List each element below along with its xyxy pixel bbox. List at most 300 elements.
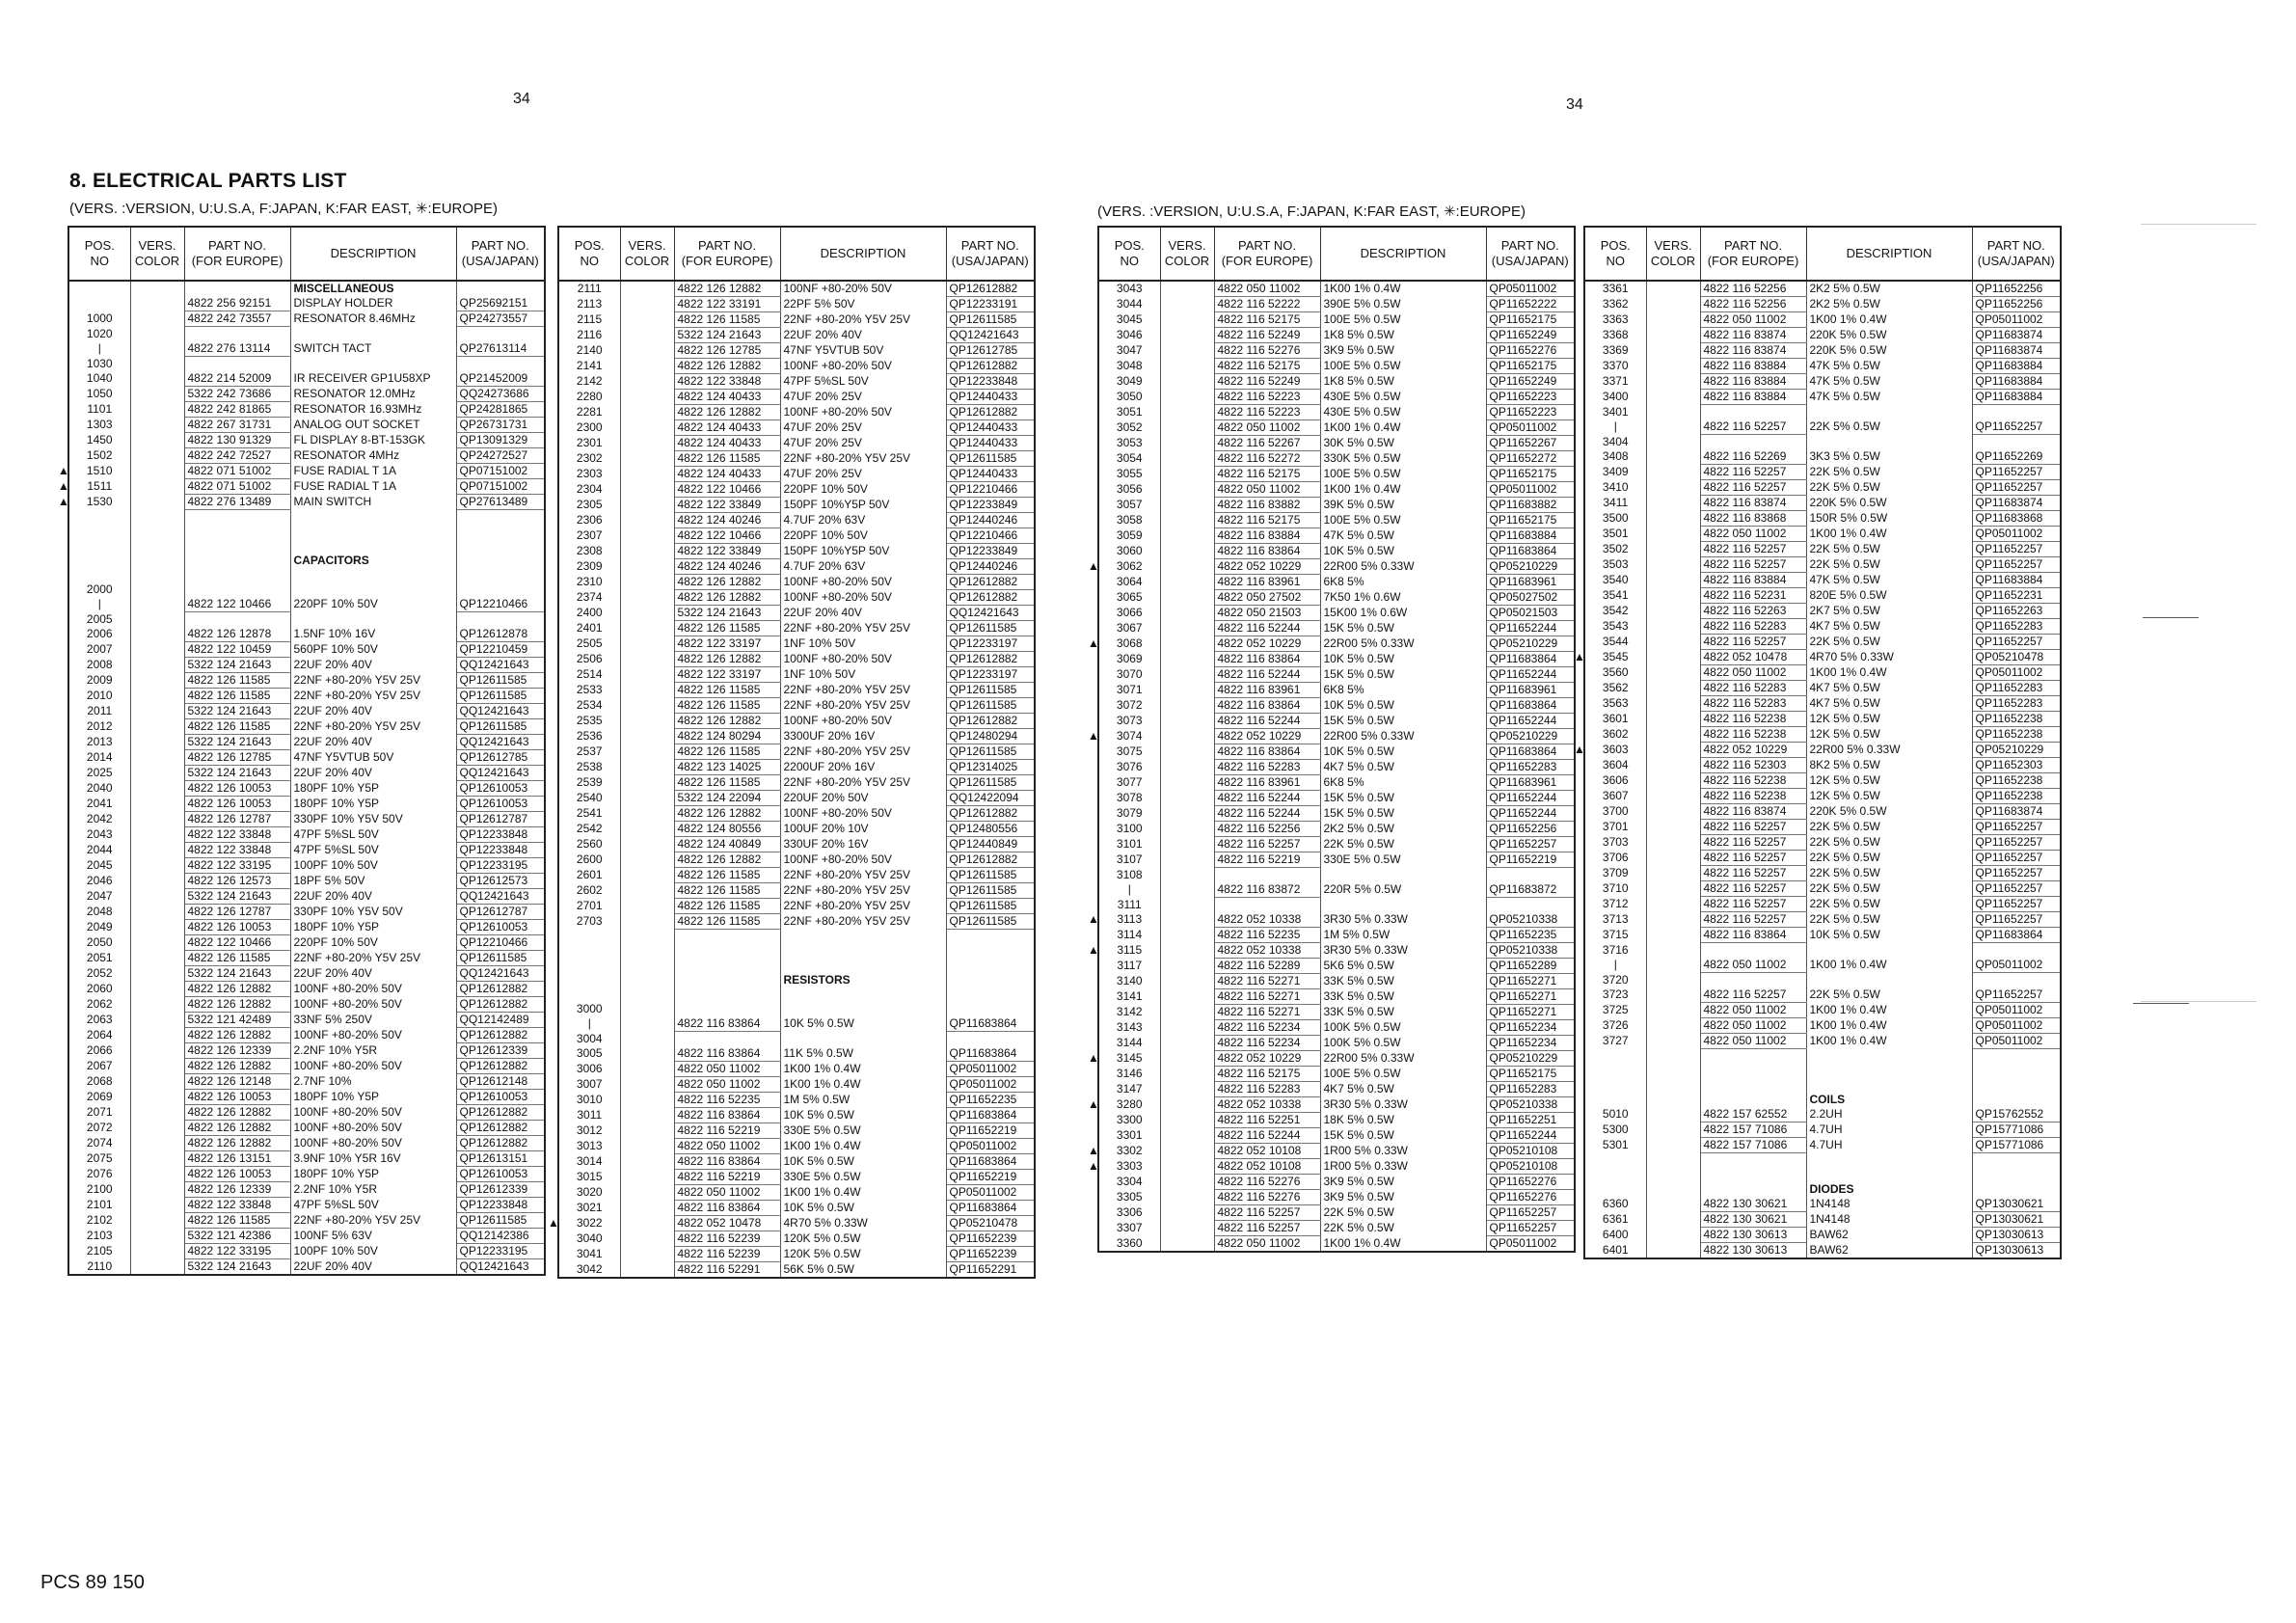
cell-desc: 10K 5% 0.5W: [780, 1108, 946, 1123]
cell-vers: [1646, 727, 1700, 743]
cell-pos: 2066: [68, 1043, 130, 1059]
cell-usa: QP11652234: [1486, 1036, 1575, 1051]
cell-part: 4822 116 52283: [1700, 696, 1806, 712]
cell-part: 4822 050 11002: [1700, 527, 1806, 542]
cell-vers: [130, 905, 184, 920]
cell-pos: 3055: [1098, 467, 1160, 482]
cell-vers: [1646, 1049, 1700, 1065]
cell-vers: [130, 843, 184, 858]
cell-usa: QP11652276: [1486, 1190, 1575, 1205]
cell-desc: 2K2 5% 0.5W: [1806, 297, 1972, 312]
cell-pos: 2014: [68, 750, 130, 766]
cell-pos: [1584, 1049, 1646, 1065]
cell-pos: 2535: [558, 714, 620, 729]
table-row: [68, 1121, 545, 1136]
cell-usa: QP12440246: [946, 559, 1035, 575]
table-row: [68, 874, 545, 889]
cell-part: 4822 050 11002: [1214, 482, 1320, 498]
cell-desc: 1K00 1% 0.4W: [1806, 1034, 1972, 1049]
cell-part: 4822 124 40433: [674, 420, 780, 436]
cell-part: 4822 214 52009: [184, 371, 290, 387]
cell-vers: [1646, 851, 1700, 866]
cell-usa: QP11683864: [946, 1016, 1035, 1032]
cell-pos: [1584, 1168, 1646, 1182]
cell-vers: [620, 744, 674, 760]
cell-part: 4822 116 52263: [1700, 604, 1806, 619]
table-row: [1098, 974, 1575, 989]
cell-vers: [1160, 1159, 1214, 1175]
table-row: [68, 627, 545, 642]
cell-desc: 10K 5% 0.5W: [1806, 928, 1972, 943]
table-row: [68, 341, 545, 357]
table-row: [1098, 760, 1575, 775]
cell-desc: 330E 5% 0.5W: [780, 1170, 946, 1185]
table-row: [68, 858, 545, 874]
cell-desc: 22NF +80-20% Y5V 25V: [780, 621, 946, 636]
cell-vers: [1646, 1168, 1700, 1182]
cell-vers: [130, 371, 184, 387]
cell-desc: 6K8 5%: [1320, 683, 1486, 698]
cell-pos: 1020: [68, 327, 130, 342]
cell-desc: [1806, 1153, 1972, 1169]
cell-usa: QP12610053: [456, 781, 545, 797]
cell-part: 4822 116 52257: [1700, 635, 1806, 650]
cell-desc: 1K00 1% 0.4W: [1806, 527, 1972, 542]
warning-triangle-icon: ▲: [58, 494, 69, 508]
cell-pos: 2538: [558, 760, 620, 775]
cell-vers: [130, 1198, 184, 1213]
cell-pos: 3040: [558, 1231, 620, 1247]
cell-vers: [620, 775, 674, 791]
cell-desc: 22R00 5% 0.33W: [1320, 1051, 1486, 1067]
cell-pos: 2069: [68, 1090, 130, 1105]
cell-part: 4822 122 33848: [184, 1198, 290, 1213]
cell-vers: [620, 683, 674, 698]
cell-part: 4822 116 83884: [1700, 390, 1806, 405]
cell-pos: 3020: [558, 1185, 620, 1201]
cell-desc: 22K 5% 0.5W: [1806, 881, 1972, 897]
cell-usa: QP12612878: [456, 627, 545, 642]
table-row: [558, 297, 1035, 312]
cell-pos: 1101: [68, 402, 130, 418]
cell-part: 4822 130 30613: [1700, 1243, 1806, 1259]
cell-pos: 3408: [1584, 449, 1646, 465]
cell-vers: [130, 296, 184, 311]
header-part: PART NO. (FOR EUROPE): [1700, 227, 1806, 281]
cell-vers: [620, 652, 674, 667]
cell-vers: [1160, 436, 1214, 451]
cell-usa: QP12610053: [456, 797, 545, 812]
cell-usa: QP11652257: [1972, 987, 2061, 1003]
cell-part: 4822 052 10229: [1214, 1051, 1320, 1067]
cell-vers: [620, 467, 674, 482]
cell-vers: [620, 1062, 674, 1077]
table-row: [558, 1123, 1035, 1139]
table-row: [68, 1151, 545, 1167]
cell-vers: [1160, 544, 1214, 559]
table-row: [1098, 467, 1575, 482]
cell-vers: [620, 667, 674, 683]
cell-vers: [620, 621, 674, 636]
cell-usa: QP05210229: [1972, 743, 2061, 758]
cell-usa: QP12611585: [456, 1213, 545, 1229]
cell-usa: QP05011002: [1486, 482, 1575, 498]
cell-pos: 3045: [1098, 312, 1160, 328]
cell-vers: [130, 1043, 184, 1059]
table-row: [1584, 343, 2061, 359]
cell-vers: [1646, 374, 1700, 390]
cell-desc: 47UF 20% 25V: [780, 390, 946, 405]
table-row: [558, 621, 1035, 636]
cell-vers: [130, 642, 184, 658]
cell-vers: [1646, 635, 1700, 650]
margin-mark: [2143, 617, 2199, 618]
cell-desc: [1806, 1078, 1972, 1093]
cell-usa: QP11652235: [1486, 928, 1575, 943]
cell-part: 4822 116 52235: [674, 1093, 780, 1108]
table-row: [68, 966, 545, 982]
cell-desc: 100NF +80-20% 50V: [290, 982, 456, 997]
cell-vers: [1160, 482, 1214, 498]
table-row: [1584, 727, 2061, 743]
cell-part: [674, 959, 780, 973]
margin-mark: [2141, 1001, 2256, 1002]
table-row: [558, 806, 1035, 822]
table-row: [68, 673, 545, 689]
cell-vers: [1646, 650, 1700, 665]
header-pos: POS. NO: [1098, 227, 1160, 281]
cell-part: 4822 126 12882: [674, 359, 780, 374]
cell-usa: QP05011002: [1486, 420, 1575, 436]
cell-vers: [130, 1028, 184, 1043]
cell-desc: 180PF 10% Y5P: [290, 797, 456, 812]
cell-usa: QP15771086: [1972, 1138, 2061, 1153]
cell-vers: [130, 479, 184, 495]
cell-pos: 3070: [1098, 667, 1160, 683]
cell-usa: QP12233849: [946, 498, 1035, 513]
cell-usa: [456, 539, 545, 554]
cell-desc: 33K 5% 0.5W: [1320, 989, 1486, 1005]
cell-part: 4822 126 12882: [674, 590, 780, 606]
cell-part: 4822 122 33195: [184, 858, 290, 874]
table-row: [1098, 390, 1575, 405]
cell-vers: [620, 528, 674, 544]
table-row: [1098, 1020, 1575, 1036]
cell-vers: [620, 343, 674, 359]
cell-usa: QP12210459: [456, 642, 545, 658]
cell-desc: 22R00 5% 0.33W: [1320, 559, 1486, 575]
cell-pos: 2115: [558, 312, 620, 328]
cell-desc: 22K 5% 0.5W: [1806, 635, 1972, 650]
cell-pos: [558, 973, 620, 987]
cell-part: 4822 116 52257: [1700, 557, 1806, 573]
cell-vers: [1160, 559, 1214, 575]
cell-vers: [1160, 667, 1214, 683]
cell-part: 4822 116 52239: [674, 1231, 780, 1247]
cell-usa: QP05011002: [946, 1062, 1035, 1077]
table-row: [1584, 435, 2061, 450]
cell-desc: 3K3 5% 0.5W: [1806, 449, 1972, 465]
header-vers: VERS. COLOR: [130, 227, 184, 281]
page-number-right: 34: [1566, 96, 1583, 113]
cell-usa: [456, 568, 545, 582]
cell-pos: 3141: [1098, 989, 1160, 1005]
cell-desc: 100NF +80-20% 50V: [780, 359, 946, 374]
cell-part: 4822 116 83884: [1700, 374, 1806, 390]
cell-desc: 22K 5% 0.5W: [1806, 897, 1972, 912]
cell-part: 4822 116 52256: [1700, 297, 1806, 312]
cell-pos: 3012: [558, 1123, 620, 1139]
cell-part: 4822 116 52257: [1214, 1221, 1320, 1236]
table-row: [1584, 449, 2061, 465]
cell-part: [184, 281, 290, 296]
cell-vers: [1160, 1128, 1214, 1144]
cell-usa: QP11652257: [1972, 881, 2061, 897]
table-row: [558, 513, 1035, 528]
cell-desc: [1806, 1049, 1972, 1065]
parts-table-3: [1088, 226, 1576, 1253]
cell-pos: 3369: [1584, 343, 1646, 359]
header-desc: DESCRIPTION: [780, 227, 946, 281]
cell-part: 4822 126 11585: [674, 899, 780, 914]
table-row: [1584, 1049, 2061, 1065]
cell-vers: [1646, 743, 1700, 758]
table-row: [1584, 897, 2061, 912]
cell-desc: 100E 5% 0.5W: [1320, 359, 1486, 374]
cell-vers: [130, 1121, 184, 1136]
cell-part: [1214, 898, 1320, 913]
cell-pos: 3014: [558, 1154, 620, 1170]
cell-pos: 2052: [68, 966, 130, 982]
table-row: [1584, 511, 2061, 527]
cell-part: 4822 116 52257: [1700, 820, 1806, 835]
cell-usa: QP11652175: [1486, 513, 1575, 528]
cell-usa: QP05011002: [1972, 1003, 2061, 1018]
table-row: [558, 683, 1035, 698]
cell-pos: 3052: [1098, 420, 1160, 436]
cell-desc: COILS: [1806, 1093, 1972, 1107]
table-row: [68, 889, 545, 905]
cell-pos: 3117: [1098, 959, 1160, 974]
table-row: [68, 387, 545, 402]
cell-desc: 1N4148: [1806, 1197, 1972, 1212]
cell-usa: QP12440433: [946, 467, 1035, 482]
cell-usa: [1972, 1182, 2061, 1197]
cell-pos: 3371: [1584, 374, 1646, 390]
cell-usa: QP11683874: [1972, 496, 2061, 511]
cell-usa: QP05011002: [1972, 665, 2061, 681]
cell-usa: QP11683884: [1972, 359, 2061, 374]
parts-table-2: [548, 226, 1036, 1279]
table-row: [1098, 882, 1575, 898]
table-row: [1098, 837, 1575, 852]
cell-desc: 100NF 5% 63V: [290, 1229, 456, 1244]
cell-pos: 2000: [68, 582, 130, 597]
cell-part: 4822 071 51002: [184, 464, 290, 479]
cell-vers: [620, 420, 674, 436]
cell-pos: |: [1098, 882, 1160, 898]
table-row: [68, 689, 545, 704]
cell-pos: 3057: [1098, 498, 1160, 513]
table-row: [1098, 822, 1575, 837]
cell-desc: 4R70 5% 0.33W: [1806, 650, 1972, 665]
cell-part: 4822 116 52175: [1214, 359, 1320, 374]
cell-usa: QP05210229: [1486, 729, 1575, 744]
cell-part: 4822 116 52257: [1700, 866, 1806, 881]
cell-desc: 22UF 20% 40V: [290, 966, 456, 982]
cell-usa: [946, 973, 1035, 987]
cell-usa: QP11683864: [1972, 928, 2061, 943]
cell-desc: 330PF 10% Y5V 50V: [290, 812, 456, 827]
cell-part: 4822 126 11585: [184, 951, 290, 966]
cell-vers: [1160, 498, 1214, 513]
cell-pos: 2063: [68, 1013, 130, 1028]
table-row: [68, 982, 545, 997]
cell-desc: 22NF +80-20% Y5V 25V: [780, 683, 946, 698]
cell-usa: QP12612882: [946, 405, 1035, 420]
cell-usa: QP07151002: [456, 479, 545, 495]
cell-pos: 3051: [1098, 405, 1160, 420]
cell-part: 4822 050 11002: [1700, 1018, 1806, 1034]
cell-part: 4822 116 52238: [1700, 789, 1806, 804]
table-row: [1098, 775, 1575, 791]
table-row: [558, 837, 1035, 852]
header-pos: POS. NO: [1584, 227, 1646, 281]
cell-part: 4822 116 52289: [1214, 959, 1320, 974]
table-row: [558, 714, 1035, 729]
table-row: [558, 775, 1035, 791]
cell-vers: [130, 1013, 184, 1028]
cell-part: 4822 052 10338: [1214, 943, 1320, 959]
cell-desc: [290, 582, 456, 597]
cell-usa: QP12612882: [456, 1105, 545, 1121]
table-row: [1098, 328, 1575, 343]
cell-pos: 2007: [68, 642, 130, 658]
cell-desc: 100NF +80-20% 50V: [290, 1059, 456, 1074]
table-row: [1098, 1036, 1575, 1051]
cell-desc: 3R30 5% 0.33W: [1320, 943, 1486, 959]
cell-desc: 1K00 1% 0.4W: [780, 1077, 946, 1093]
cell-desc: 47NF Y5VTUB 50V: [780, 343, 946, 359]
cell-vers: [130, 858, 184, 874]
warning-triangle-icon: ▲: [1088, 912, 1099, 926]
cell-pos: 2071: [68, 1105, 130, 1121]
table-row: [68, 1043, 545, 1059]
cell-pos: 3500: [1584, 511, 1646, 527]
cell-usa: QP05011002: [946, 1139, 1035, 1154]
cell-part: 4822 052 10108: [1214, 1159, 1320, 1175]
cell-vers: [130, 448, 184, 464]
cell-usa: QP13030621: [1972, 1212, 2061, 1228]
cell-pos: 6361: [1584, 1212, 1646, 1228]
cell-desc: 100E 5% 0.5W: [1320, 312, 1486, 328]
cell-part: 4822 157 71086: [1700, 1138, 1806, 1153]
cell-usa: QP11652231: [1972, 588, 2061, 604]
cell-desc: 5K6 5% 0.5W: [1320, 959, 1486, 974]
cell-usa: QP11652244: [1486, 791, 1575, 806]
cell-desc: 2200UF 20% 16V: [780, 760, 946, 775]
cell-part: [1700, 1064, 1806, 1078]
cell-pos: 3140: [1098, 974, 1160, 989]
cell-pos: 3306: [1098, 1205, 1160, 1221]
cell-pos: 3360: [1098, 1236, 1160, 1253]
cell-pos: 3078: [1098, 791, 1160, 806]
cell-pos: 3147: [1098, 1082, 1160, 1097]
cell-vers: [620, 1108, 674, 1123]
cell-vers: [1646, 1153, 1700, 1169]
cell-vers: [620, 987, 674, 1002]
cell-usa: QP12612882: [946, 359, 1035, 374]
cell-usa: QP12610053: [456, 1090, 545, 1105]
cell-desc: 4K7 5% 0.5W: [1320, 760, 1486, 775]
cell-usa: QP15771086: [1972, 1123, 2061, 1138]
cell-pos: 1000: [68, 311, 130, 327]
cell-desc: [1320, 898, 1486, 913]
cell-vers: [620, 944, 674, 959]
cell-desc: 120K 5% 0.5W: [780, 1247, 946, 1262]
table-row: [558, 822, 1035, 837]
cell-part: 4822 116 83864: [674, 1046, 780, 1062]
cell-desc: 22UF 20% 40V: [290, 1259, 456, 1276]
cell-pos: 3048: [1098, 359, 1160, 374]
cell-part: 4822 126 11585: [674, 621, 780, 636]
cell-part: 4822 116 52219: [1214, 852, 1320, 868]
cell-vers: [620, 575, 674, 590]
cell-usa: QP11652235: [946, 1093, 1035, 1108]
cell-part: 4822 052 10338: [1214, 912, 1320, 928]
warning-triangle-icon: ▲: [1088, 1050, 1099, 1065]
cell-usa: QQ12421643: [946, 606, 1035, 621]
cell-vers: [1646, 527, 1700, 542]
cell-usa: QP12611585: [946, 775, 1035, 791]
cell-pos: 3011: [558, 1108, 620, 1123]
cell-pos: 3022 ▲: [558, 1216, 620, 1231]
cell-usa: QP12612882: [456, 982, 545, 997]
cell-desc: 3K9 5% 0.5W: [1320, 1175, 1486, 1190]
cell-part: 4822 050 21503: [1214, 606, 1320, 621]
cell-usa: QP12233849: [946, 544, 1035, 559]
cell-desc: 1K00 1% 0.4W: [780, 1062, 946, 1077]
table-row: [1584, 881, 2061, 897]
cell-pos: 3301: [1098, 1128, 1160, 1144]
table-row: [1584, 1153, 2061, 1169]
table-row: [68, 357, 545, 372]
cell-desc: [1320, 868, 1486, 883]
cell-desc: 1K8 5% 0.5W: [1320, 328, 1486, 343]
cell-part: 4822 126 12785: [674, 343, 780, 359]
cell-desc: 47UF 20% 25V: [780, 467, 946, 482]
cell-part: 4822 116 52251: [1214, 1113, 1320, 1128]
cell-part: 4822 124 40246: [674, 559, 780, 575]
cell-desc: [1806, 973, 1972, 988]
cell-vers: [130, 495, 184, 510]
cell-pos: 3545 ▲: [1584, 650, 1646, 665]
table-row: [1584, 743, 2061, 758]
cell-part: 4822 116 83864: [674, 1201, 780, 1216]
cell-part: 4822 126 11585: [674, 914, 780, 930]
cell-desc: RESONATOR 12.0MHz: [290, 387, 456, 402]
cell-vers: [1160, 1221, 1214, 1236]
cell-vers: [620, 1201, 674, 1216]
cell-part: 4822 116 52223: [1214, 390, 1320, 405]
cell-vers: [620, 973, 674, 987]
cell-vers: [620, 930, 674, 945]
cell-desc: 2.2UH: [1806, 1107, 1972, 1123]
cell-part: 4822 116 52238: [1700, 727, 1806, 743]
cell-pos: 3007: [558, 1077, 620, 1093]
cell-pos: 3043: [1098, 281, 1160, 297]
cell-desc: 430E 5% 0.5W: [1320, 390, 1486, 405]
